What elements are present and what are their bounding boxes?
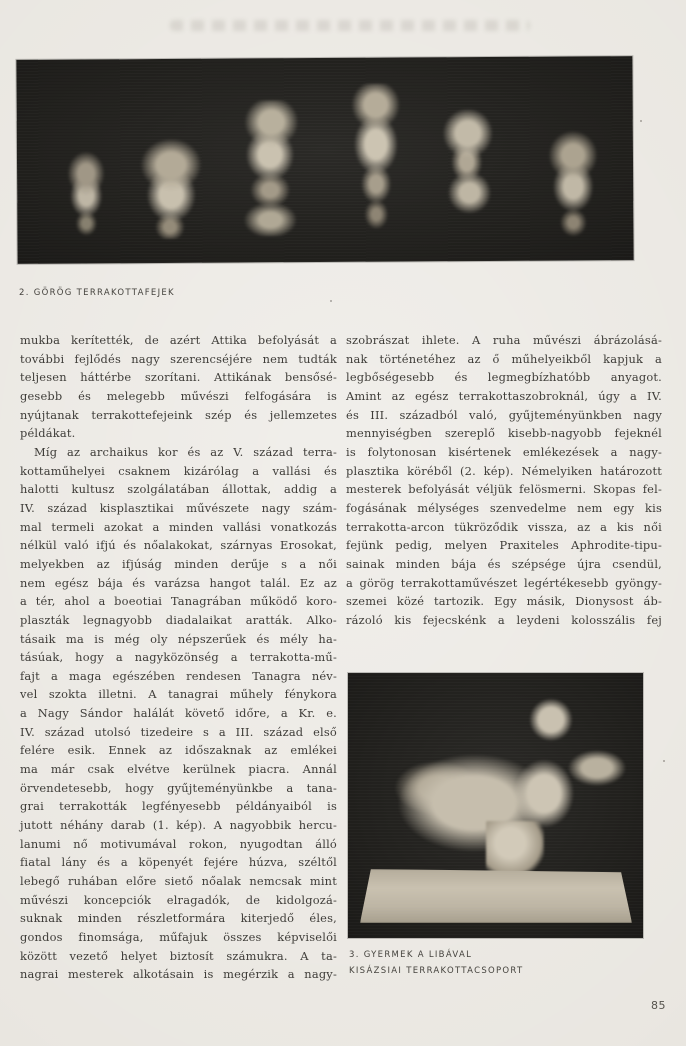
text-line: jutott néhány darab (1. kép). A nagyobbik hercu- — [20, 818, 337, 833]
text-line: Amint az egész terrakottaszobroknál, úgy a IV. — [346, 388, 662, 403]
text-line: a Nagy Sándor halálát követő időre, a Kr. e. — [20, 706, 337, 721]
text-line: mesterek befolyását véljük felösmerni. Skopas fel- — [346, 482, 662, 497]
text-line: nagrai mesterek alkotásain is megérzik a nagy- — [20, 967, 337, 982]
text-column-left — [20, 331, 337, 984]
text-line: kottaműhelyei csaknem kizárólag a vallási és — [20, 463, 337, 478]
terracotta-head-4 — [343, 83, 410, 235]
text-line: plasztika köréből (2. kép). Némelyiken határozott — [346, 463, 662, 478]
text-line: a görög terrakottaművészet legértékesebb gyöngy- — [346, 575, 662, 590]
text-line: lebegő ruhában előre siető nőalak nemcsak mint — [20, 874, 337, 889]
text-line: lanumi nő motivumával rokon, nyugodtan álló — [20, 836, 337, 851]
figure-child-with-goose-photo — [348, 673, 643, 938]
text-line: mennyiségben szereplő kisebb-nagyobb fejeknél — [346, 426, 662, 441]
text-line: nak történetéhez az ő műhelyeikből kapjuk a — [346, 351, 662, 366]
text-line: és III. századból való, gyűjteményünkben nagy — [346, 407, 662, 422]
text-line: grai terrakották legfényesebb példányaiból is — [20, 799, 337, 814]
text-column-right — [346, 331, 662, 630]
text-line: példákat. — [20, 426, 76, 441]
text-line: teljesen háttérbe szorítani. Attikának bensősé- — [20, 370, 337, 385]
reverse-page-bleed-through — [170, 20, 530, 31]
figure-terracotta-heads-photo — [16, 56, 633, 264]
terracotta-head-3 — [229, 100, 312, 236]
text-line: is folytonosan kisértenek emlékezések a nagy- — [346, 444, 662, 459]
text-line: tásúak, hogy a nagyközönség a terrakotta-mű- — [20, 650, 337, 665]
text-line: tásaik ma is még oly népszerűek és mély ha- — [20, 631, 337, 646]
text-line: felére esik. Ennek az időszaknak az emlékei — [20, 743, 337, 758]
text-line: fajt a maga egészében rendesen Tanagra név- — [20, 668, 337, 683]
terracotta-head-5 — [436, 109, 501, 219]
text-line: rázoló kis fejecskénk a leydeni kolosszális fej — [346, 612, 662, 627]
text-line: mukba kerítették, de azért Attika befolyását a — [20, 333, 337, 347]
caption-figure-2: 2. GÖRÖG TERRAKOTTAFEJEK — [19, 288, 175, 298]
text-line: gondos finomsága, műfajuk összes képviselői — [20, 930, 337, 944]
page-number: 85 — [651, 999, 666, 1012]
text-line: fogásának mélységes szenvedelme nem egy kis — [346, 500, 662, 515]
text-line: között vezető helyet biztosít számukra. A ta- — [20, 948, 337, 963]
text-line: ma már csak elvétve kerülnek piacra. Annál — [20, 762, 337, 777]
text-line: IV. század utolsó tizedeire s a III. század első — [20, 724, 337, 739]
scan-speck — [640, 120, 642, 122]
text-line: plaszták legnagyobb diadalaikat aratták. Alko- — [20, 612, 337, 627]
text-line: terrakotta-arcon tükröződik vissza, az a kis női — [346, 519, 662, 534]
terracotta-head-6 — [541, 128, 606, 240]
text-line: IV. század kisplasztikai művészete nagy szám- — [20, 500, 337, 515]
text-line: művészi koncepciók elragadók, de kidolgozá- — [20, 892, 337, 907]
terracotta-head-1 — [61, 149, 112, 235]
caption-figure-3-line2: KISÁZSIAI TERRAKOTTACSOPORT — [349, 966, 524, 976]
text-line: a tér, ahol a boeotiai Tanagrában működő koro- — [20, 594, 337, 609]
text-line: szobrászat ihlete. A ruha művészi ábrázolásá- — [346, 333, 662, 347]
terracotta-head-2 — [134, 139, 209, 239]
text-line: halotti kultusz szolgálatában állottak, addig a — [20, 482, 337, 497]
caption-figure-3-line1: 3. GYERMEK A LIBÁVAL — [349, 950, 473, 960]
text-line: suknak minden részletformára kiterjedő éles, — [20, 911, 337, 926]
text-line: gesebb és melegebb művészi felfogására is — [20, 388, 337, 403]
scan-speck — [663, 760, 665, 762]
scan-speck — [330, 300, 332, 302]
text-line: Míg az archaikus kor és az V. század terra- — [34, 444, 337, 459]
text-line: vel szokta illetni. A tanagrai műhely fénykora — [20, 687, 337, 702]
text-line: további fejlődés nagy szerencséjére nem tudták — [20, 351, 337, 366]
text-line: fejünk pedig, melyen Praxiteles Aphrodite-tipu- — [346, 538, 662, 553]
text-line: nyújtanak terrakottefejeink szép és jellemzetes — [20, 407, 337, 422]
text-line: mal termeli azokat a minden vallási vonatkozás — [20, 519, 337, 534]
ball — [486, 821, 544, 879]
statue-base — [360, 869, 632, 923]
text-line: melyekben az ifjúság minden derűje s a női — [20, 556, 337, 571]
text-line: sainak minden bája és szépsége újra csendül, — [346, 556, 662, 571]
text-line: legbőségesebb és legmegbízhatóbb anyagot. — [346, 370, 662, 385]
text-line: örvendetesebb, hogy gyűjteményünkbe a tana- — [20, 780, 337, 795]
text-line: nélkül való ifjú és nőalakokat, szárnyas Erosokat, — [20, 538, 337, 553]
text-line: szemei közé tartozik. Egy másik, Dionysost áb- — [346, 594, 662, 609]
text-line: nem egész bája és varázsa hangot talál. Ez az — [20, 575, 337, 590]
text-line: fiatal lány és a köpenyét fejére húzva, széltől — [20, 855, 337, 870]
